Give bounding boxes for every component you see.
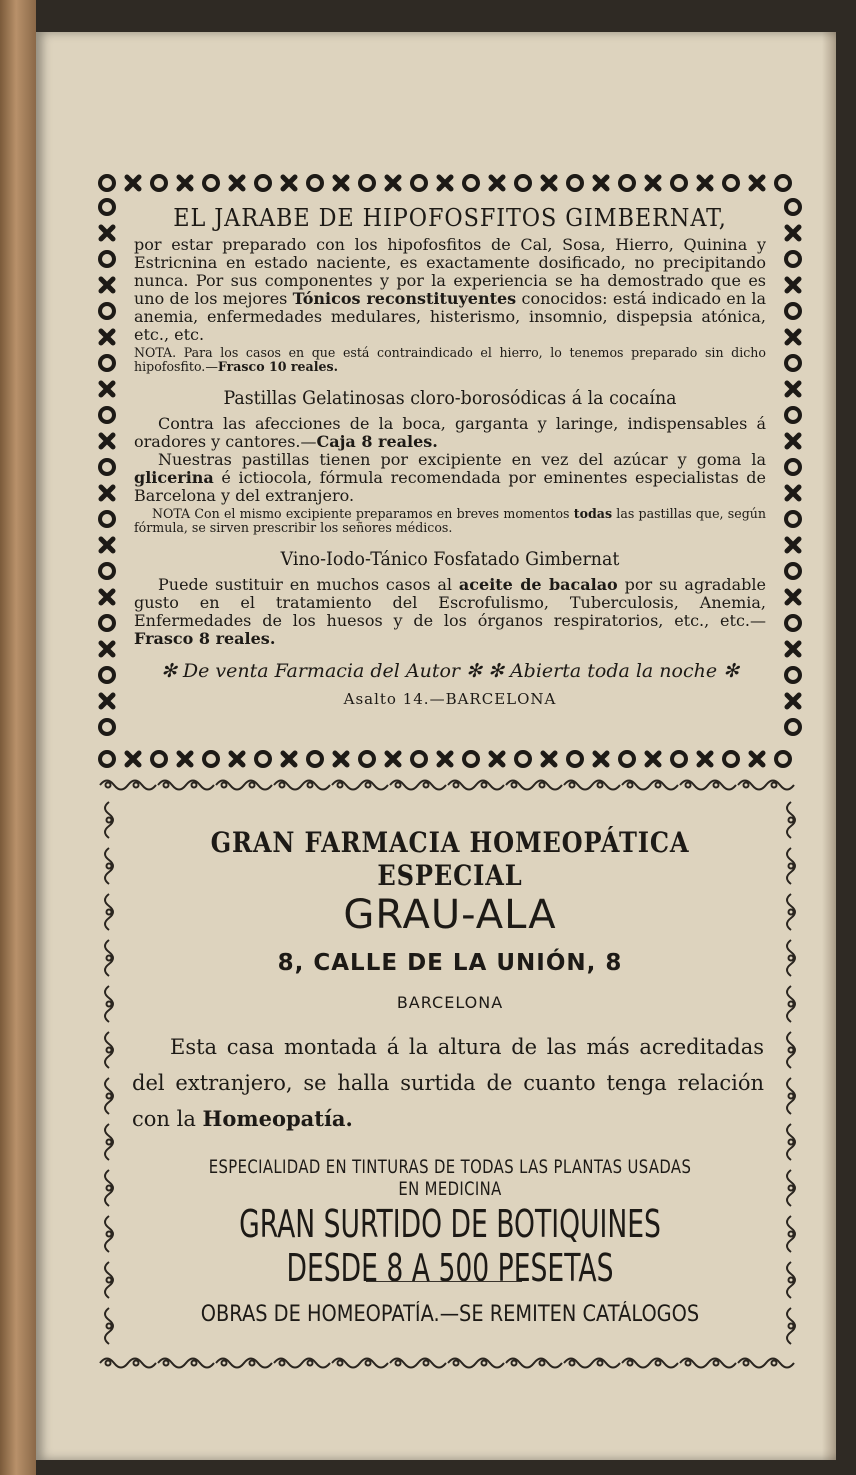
scroll-ornament: [216, 1359, 272, 1368]
o-ornament: [204, 176, 218, 190]
x-ornament: [787, 383, 799, 395]
o-ornament: [672, 176, 686, 190]
x-ornament: [491, 753, 503, 765]
scroll-ornament: [390, 1359, 446, 1368]
scroll-ornament: [787, 894, 795, 930]
x-ornament: [647, 753, 659, 765]
o-ornament: [786, 720, 800, 734]
scroll-ornament: [100, 1359, 156, 1368]
x-ornament: [127, 753, 139, 765]
o-ornament: [412, 176, 426, 190]
o-ornament: [412, 752, 426, 766]
botiquines-line: GRAN SURTIDO DE BOTIQUINES DESDE 8 A 500 PESETAS: [239, 1202, 661, 1290]
pastillas-excipient: Nuestras pastillas tienen por excipiente en vez del azúcar y goma la glicerina é ictiocola, fórmula recomendada por eminentes especialistas de Barcelona y del extranjero.: [134, 450, 766, 505]
scroll-ornament: [787, 940, 795, 976]
scroll-ornament: [105, 1078, 113, 1114]
scroll-ornament: [564, 1359, 620, 1368]
specialty-line: ESPECIALIDAD EN TINTURAS DE TODAS LAS PLANTAS USADAS EN MEDICINA: [208, 1156, 692, 1200]
x-ornament: [787, 279, 799, 291]
x-ornament: [283, 753, 295, 765]
scroll-ornament: [448, 781, 504, 790]
farmacia-description: Esta casa montada á la altura de las más acreditadas del extranjero, se halla surtida de cuanto tenga relación con la Homeopatía.: [132, 1035, 764, 1131]
pastillas-description: Contra las afecciones de la boca, garganta y laringe, indispensables á oradores y cantores.—Caja 8 reales.: [134, 414, 766, 451]
x-ornament: [595, 753, 607, 765]
x-ornament: [127, 177, 139, 189]
o-ornament: [786, 668, 800, 682]
x-ornament: [787, 643, 799, 655]
o-ornament: [204, 752, 218, 766]
x-ornament: [751, 753, 763, 765]
x-ornament: [231, 177, 243, 189]
city-name: BARCELONA: [396, 993, 504, 1012]
scroll-ornament: [448, 1359, 504, 1368]
venta-line: ✻ De venta Farmacia del Autor ✻ ✻ Abierta toda la noche ✻: [160, 660, 740, 682]
scroll-ornament-border-bottom: [96, 1352, 804, 1374]
xo-border-right: [782, 196, 804, 746]
o-ornament: [100, 564, 114, 578]
o-ornament: [786, 616, 800, 630]
scroll-ornament: [332, 1359, 388, 1368]
scroll-ornament: [274, 1359, 330, 1368]
firm-name: GRAU-ALA: [343, 892, 557, 938]
x-ornament: [179, 177, 191, 189]
jarabe-note: NOTA. Para los casos en que está contraindicado el hierro, lo tenemos preparado sin dicho hipofosfito.—Frasco 10 reales.: [134, 345, 766, 374]
o-ornament: [786, 252, 800, 266]
x-ornament: [543, 177, 555, 189]
x-ornament: [179, 753, 191, 765]
scroll-ornament: [105, 986, 113, 1022]
divider-rule: [366, 1281, 522, 1282]
vino-description: Puede sustituir en muchos casos al aceite de bacalao por su agradable gusto en el tratamiento del Escrofulismo, Tuberculosis, Anemia, Enfermedades de los huesos y de los órganos respiratorios, etc., etc.—Frasco 8 reales.: [134, 575, 767, 648]
x-ornament: [647, 177, 659, 189]
x-ornament: [101, 695, 113, 707]
x-ornament: [387, 177, 399, 189]
scroll-ornament: [564, 781, 620, 790]
x-ornament: [787, 435, 799, 447]
o-ornament: [464, 176, 478, 190]
xo-border-left: [96, 196, 118, 746]
o-ornament: [100, 356, 114, 370]
x-ornament: [101, 591, 113, 603]
o-ornament: [568, 176, 582, 190]
o-ornament: [100, 408, 114, 422]
scroll-ornament-border-right: [780, 798, 802, 1350]
o-ornament: [786, 408, 800, 422]
o-ornament: [100, 460, 114, 474]
scroll-ornament: [274, 781, 330, 790]
x-ornament: [787, 487, 799, 499]
o-ornament: [100, 252, 114, 266]
scroll-ornament: [105, 1308, 113, 1344]
o-ornament: [568, 752, 582, 766]
scroll-ornament: [332, 781, 388, 790]
x-ornament: [787, 695, 799, 707]
o-ornament: [100, 176, 114, 190]
scroll-ornament: [622, 781, 678, 790]
o-ornament: [724, 176, 738, 190]
scroll-ornament: [787, 986, 795, 1022]
o-ornament: [786, 356, 800, 370]
o-ornament: [776, 752, 790, 766]
vino-title: Vino-Iodo-Tánico Fosfatado Gimbernat: [280, 549, 620, 570]
o-ornament: [786, 564, 800, 578]
o-ornament: [516, 752, 530, 766]
o-ornament: [672, 752, 686, 766]
scroll-ornament: [738, 1359, 794, 1368]
scroll-ornament: [105, 1216, 113, 1252]
o-ornament: [620, 752, 634, 766]
x-ornament: [439, 753, 451, 765]
o-ornament: [308, 176, 322, 190]
scroll-ornament-border-top: [96, 774, 804, 796]
o-ornament: [620, 176, 634, 190]
o-ornament: [100, 616, 114, 630]
o-ornament: [100, 200, 114, 214]
o-ornament: [786, 512, 800, 526]
x-ornament: [491, 177, 503, 189]
o-ornament: [786, 200, 800, 214]
scroll-ornament: [216, 781, 272, 790]
x-ornament: [699, 753, 711, 765]
homeopatia-advertisement: [96, 774, 804, 1382]
farmacia-heading: GRAN FARMACIA HOMEOPÁTICA ESPECIAL: [210, 826, 690, 892]
o-ornament: [256, 752, 270, 766]
o-ornament: [152, 752, 166, 766]
scroll-ornament: [105, 1262, 113, 1298]
x-ornament: [101, 435, 113, 447]
o-ornament: [256, 176, 270, 190]
scroll-ornament: [622, 1359, 678, 1368]
x-ornament: [101, 279, 113, 291]
scroll-ornament: [390, 781, 446, 790]
o-ornament: [100, 304, 114, 318]
x-ornament: [387, 753, 399, 765]
x-ornament: [101, 643, 113, 655]
x-ornament: [335, 177, 347, 189]
scroll-ornament: [158, 1359, 214, 1368]
x-ornament: [595, 177, 607, 189]
o-ornament: [360, 752, 374, 766]
xo-border-top: [96, 170, 804, 196]
x-ornament: [751, 177, 763, 189]
x-ornament: [101, 383, 113, 395]
o-ornament: [100, 752, 114, 766]
scroll-ornament: [738, 781, 794, 790]
o-ornament: [308, 752, 322, 766]
x-ornament: [787, 539, 799, 551]
o-ornament: [100, 720, 114, 734]
jarabe-title: EL JARABE DE HIPOFOSFITOS GIMBERNAT,: [173, 204, 727, 232]
x-ornament: [787, 591, 799, 603]
o-ornament: [464, 752, 478, 766]
scroll-ornament: [105, 1032, 113, 1068]
scroll-ornament: [787, 1032, 795, 1068]
scroll-ornament: [787, 1216, 795, 1252]
xo-border-bottom: [96, 746, 804, 772]
x-ornament: [335, 753, 347, 765]
x-ornament: [101, 487, 113, 499]
scroll-ornament: [105, 1124, 113, 1160]
scroll-ornament: [787, 1124, 795, 1160]
scroll-ornament: [680, 1359, 736, 1368]
scroll-ornament: [100, 781, 156, 790]
x-ornament: [543, 753, 555, 765]
x-ornament: [101, 227, 113, 239]
o-ornament: [724, 752, 738, 766]
x-ornament: [101, 539, 113, 551]
scroll-ornament: [105, 848, 113, 884]
page-sheet: [36, 32, 836, 1460]
scroll-ornament: [105, 894, 113, 930]
x-ornament: [101, 331, 113, 343]
jarabe-advertisement: [96, 170, 804, 772]
scroll-ornament: [105, 1170, 113, 1206]
o-ornament: [100, 512, 114, 526]
o-ornament: [776, 176, 790, 190]
scroll-ornament: [680, 781, 736, 790]
o-ornament: [152, 176, 166, 190]
scroll-ornament: [158, 781, 214, 790]
x-ornament: [699, 177, 711, 189]
o-ornament: [516, 176, 530, 190]
obras-line: OBRAS DE HOMEOPATÍA.—SE REMITEN CATÁLOGOS: [200, 1302, 700, 1327]
jarabe-address: Asalto 14.—BARCELONA: [343, 690, 557, 708]
o-ornament: [100, 668, 114, 682]
scroll-ornament: [506, 781, 562, 790]
scroll-ornament: [105, 802, 113, 838]
scroll-ornament-border-left: [98, 798, 120, 1350]
jarabe-ad-content: [134, 204, 766, 708]
o-ornament: [360, 176, 374, 190]
pastillas-title: Pastillas Gelatinosas cloro-borosódicas á la cocaína: [223, 388, 677, 409]
scroll-ornament: [787, 1078, 795, 1114]
x-ornament: [787, 331, 799, 343]
o-ornament: [786, 304, 800, 318]
o-ornament: [786, 460, 800, 474]
scroll-ornament: [506, 1359, 562, 1368]
x-ornament: [439, 177, 451, 189]
scroll-ornament: [787, 1308, 795, 1344]
book-spine: [0, 0, 36, 1475]
scroll-ornament: [787, 1170, 795, 1206]
scroll-ornament: [787, 802, 795, 838]
scroll-ornament: [787, 848, 795, 884]
scroll-ornament: [787, 1262, 795, 1298]
x-ornament: [231, 753, 243, 765]
jarabe-description: por estar preparado con los hipofosfitos de Cal, Sosa, Hierro, Quinina y Estricnina en estado naciente, es exactamente dosificado, no precipitando nunca. Por sus componentes y por la experiencia se ha demostrado que es uno de los mejores Tónicos reconstituyentes conocidos: está indicado en la anemia, enfermedades medulares, histerismo, insomnio, dispepsia atónica, etc., etc.: [134, 235, 767, 344]
x-ornament: [283, 177, 295, 189]
street-address: 8, CALLE DE LA UNIÓN, 8: [277, 950, 623, 976]
pastillas-note: NOTA Con el mismo excipiente preparamos en breves momentos todas las pastillas que, según fórmula, se sirven prescribir los señores médicos.: [134, 506, 766, 535]
x-ornament: [787, 227, 799, 239]
scroll-ornament: [105, 940, 113, 976]
